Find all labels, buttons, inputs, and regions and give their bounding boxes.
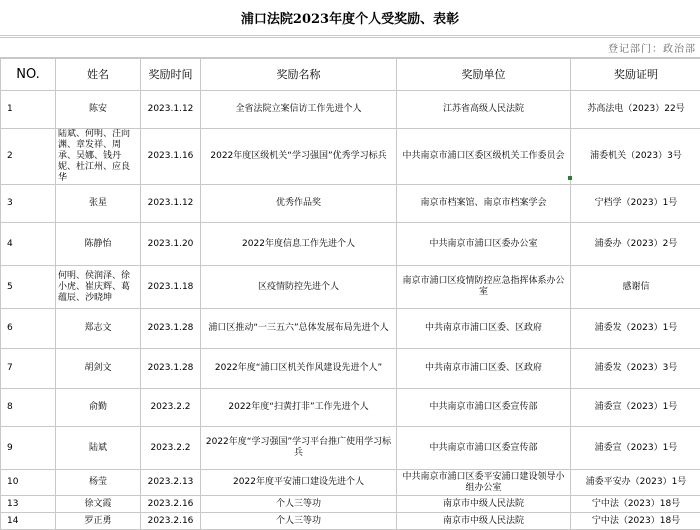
cell-proof: 感谢信	[571, 266, 700, 309]
cell-name: 陈安	[56, 91, 141, 129]
table-row	[1, 496, 700, 513]
cell-proof: 浦委办（2023）2号	[571, 223, 700, 266]
header-unit: 奖励单位	[397, 59, 571, 91]
cell-name: 郑志文	[56, 309, 141, 349]
cell-award: 浦口区推动“一三五六”总体发展布局先进个人	[201, 309, 397, 349]
cell-time: 2023.2.2	[141, 389, 201, 427]
cell-no: 14	[1, 513, 56, 530]
table-row	[1, 91, 700, 129]
cell-award: 优秀作品奖	[201, 185, 397, 223]
cell-award: 个人三等功	[201, 513, 397, 530]
cell-name: 张星	[56, 185, 141, 223]
dept-label: 登记部门：政治部	[0, 38, 700, 58]
table-row	[1, 266, 700, 309]
cell-time: 2023.1.16	[141, 129, 201, 185]
cell-no: 3	[1, 185, 56, 223]
header-row	[1, 59, 700, 91]
table-row	[1, 309, 700, 349]
cell-no: 13	[1, 496, 56, 513]
sheet-title: 浦口法院2023年度个人受奖励、表彰	[0, 0, 700, 36]
cell-award: 2022年度信息工作先进个人	[201, 223, 397, 266]
cell-name: 俞勤	[56, 389, 141, 427]
cell-name: 胡剑文	[56, 349, 141, 389]
comment-indicator	[568, 176, 572, 180]
cell-unit: 中共南京市浦口区委平安浦口建设领导小组办公室	[397, 470, 571, 496]
cell-unit: 江苏省高级人民法院	[397, 91, 571, 129]
cell-name: 杨莹	[56, 470, 141, 496]
cell-unit: 中共南京市浦口区委办公室	[397, 223, 571, 266]
cell-award: 2022年度区级机关“学习强国”优秀学习标兵	[201, 129, 397, 185]
cell-time: 2023.1.20	[141, 223, 201, 266]
cell-time: 2023.1.28	[141, 349, 201, 389]
table-row	[1, 427, 700, 470]
cell-time: 2023.2.16	[141, 496, 201, 513]
cell-award: 2022年度“学习强国”学习平台推广使用学习标兵	[201, 427, 397, 470]
cell-unit: 南京市中级人民法院	[397, 513, 571, 530]
cell-award: 全省法院立案信访工作先进个人	[201, 91, 397, 129]
header-award: 奖励名称	[201, 59, 397, 91]
cell-unit: 中共南京市浦口区委宣传部	[397, 389, 571, 427]
cell-no: 6	[1, 309, 56, 349]
cell-award: 2022年度“扫黄打非”工作先进个人	[201, 389, 397, 427]
cell-name: 陈静怡	[56, 223, 141, 266]
cell-name: 陆斌	[56, 427, 141, 470]
cell-time: 2023.2.16	[141, 513, 201, 530]
cell-proof: 浦委机关（2023）3号	[571, 129, 700, 185]
header-time: 奖励时间	[141, 59, 201, 91]
cell-proof: 浦委发（2023）1号	[571, 309, 700, 349]
cell-no: 1	[1, 91, 56, 129]
cell-award: 2022年度平安浦口建设先进个人	[201, 470, 397, 496]
cell-no: 9	[1, 427, 56, 470]
cell-proof: 宁中法（2023）18号	[571, 513, 700, 530]
cell-unit: 中共南京市浦口区委区级机关工作委员会	[397, 129, 571, 185]
header-no: NO.	[1, 59, 56, 91]
table-row	[1, 470, 700, 496]
table-row	[1, 349, 700, 389]
cell-proof: 浦委宣（2023）1号	[571, 389, 700, 427]
cell-time: 2023.1.12	[141, 91, 201, 129]
table-row	[1, 389, 700, 427]
cell-time: 2023.1.28	[141, 309, 201, 349]
cell-unit: 中共南京市浦口区委、区政府	[397, 349, 571, 389]
cell-unit: 南京市档案馆、南京市档案学会	[397, 185, 571, 223]
header-proof: 奖励证明	[571, 59, 700, 91]
cell-unit: 中共南京市浦口区委宣传部	[397, 427, 571, 470]
cell-unit: 南京市浦口区疫情防控应急指挥体系办公室	[397, 266, 571, 309]
cell-no: 4	[1, 223, 56, 266]
cell-no: 8	[1, 389, 56, 427]
cell-name: 徐文霞	[56, 496, 141, 513]
cell-no: 5	[1, 266, 56, 309]
cell-award: 区疫情防控先进个人	[201, 266, 397, 309]
cell-no: 2	[1, 129, 56, 185]
cell-time: 2023.1.18	[141, 266, 201, 309]
cell-proof: 浦委平安办（2023）1号	[571, 470, 700, 496]
cell-award: 2022年度“浦口区机关作风建设先进个人”	[201, 349, 397, 389]
table-row	[1, 185, 700, 223]
cell-time: 2023.2.13	[141, 470, 201, 496]
cell-no: 10	[1, 470, 56, 496]
cell-unit: 南京市中级人民法院	[397, 496, 571, 513]
table-row	[1, 223, 700, 266]
cell-name: 何明、侯润泽、徐小虎、崔庆辉、葛蕴辰、沙晓坤	[56, 266, 141, 309]
cell-unit: 中共南京市浦口区委、区政府	[397, 309, 571, 349]
cell-name: 陆斌、何明、汪向渊、章发祥、周承、吴娜、钱丹妮、杜江州、应良华	[56, 129, 141, 185]
table-row	[1, 129, 700, 185]
header-name: 姓名	[56, 59, 141, 91]
cell-proof: 宁中法（2023）18号	[571, 496, 700, 513]
cell-proof: 宁档学（2023）1号	[571, 185, 700, 223]
cell-proof: 苏高法电（2023）22号	[571, 91, 700, 129]
cell-no: 7	[1, 349, 56, 389]
cell-name: 罗正勇	[56, 513, 141, 530]
awards-table	[0, 58, 700, 530]
cell-time: 2023.1.12	[141, 185, 201, 223]
table-row	[1, 513, 700, 530]
cell-proof: 浦委宣（2023）1号	[571, 427, 700, 470]
cell-award: 个人三等功	[201, 496, 397, 513]
cell-proof: 浦委发（2023）3号	[571, 349, 700, 389]
cell-time: 2023.2.2	[141, 427, 201, 470]
